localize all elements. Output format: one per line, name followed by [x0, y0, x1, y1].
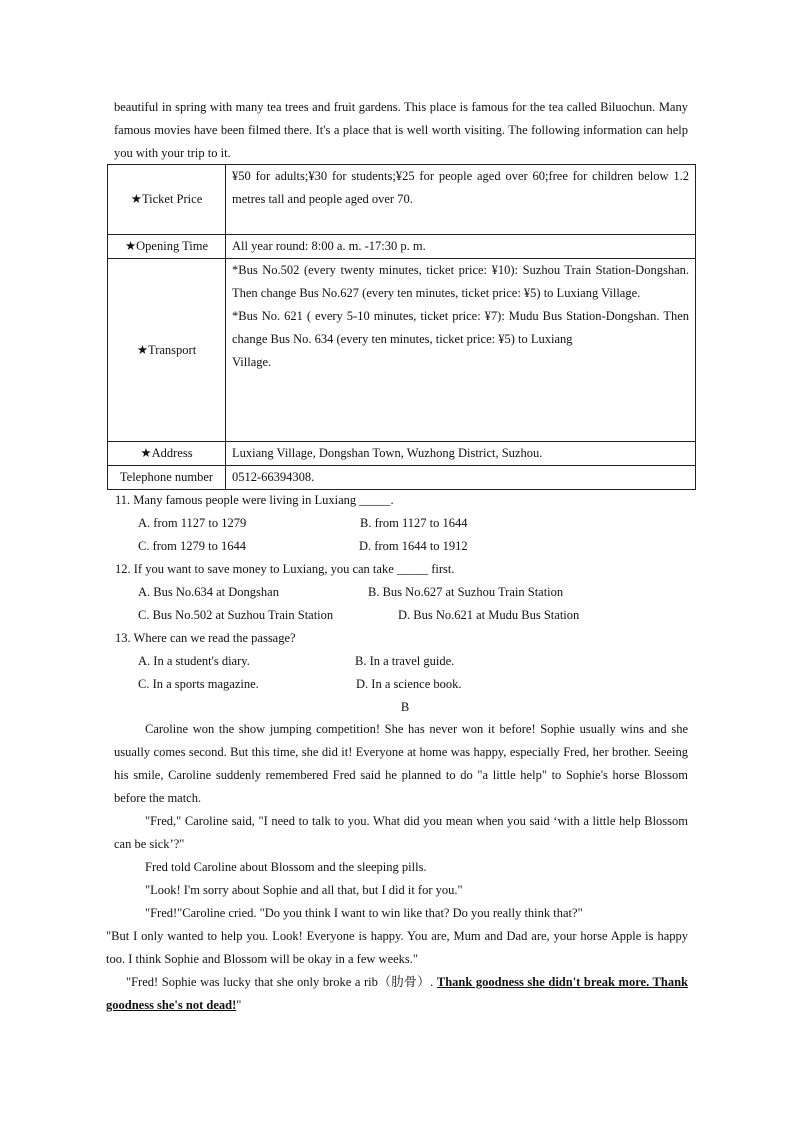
question-11-option-a[interactable]: A. from 1127 to 1279: [138, 516, 247, 530]
value-telephone: 0512-66394308.: [226, 466, 696, 490]
question-12-option-a[interactable]: A. Bus No.634 at Dongshan: [138, 585, 279, 599]
question-11-option-b[interactable]: B. from 1127 to 1644: [360, 516, 468, 530]
story-paragraph-1: Caroline won the show jumping competition! She has never won it before! Sophie usually wins and she usually comes second. But this time, she did it! Everyone at home was happy, especially Fred, her brother. Seeing his smile, Caroline suddenly remembered Fred said he planned to do "a little help" to Sophie's horse Blossom before the match.: [114, 722, 688, 805]
question-12-option-d[interactable]: D. Bus No.621 at Mudu Bus Station: [398, 608, 580, 622]
story-paragraph-2: "Fred," Caroline said, "I need to talk to you. What did you mean when you said ‘with a little help Blossom can be sick’?": [114, 814, 688, 851]
table-row-ticket: [108, 165, 696, 235]
value-transport: [226, 259, 696, 442]
transport-bus-621: *Bus No. 621 ( every 5-10 minutes, ticket price: ¥7): Mudu Bus Station-Dongshan. Then change Bus No. 634 (every ten minutes, ticket price: ¥5) to Luxiang: [232, 309, 689, 346]
question-13-stem: 13. Where can we read the passage?: [115, 631, 296, 645]
question-12-option-c[interactable]: C. Bus No.502 at Suzhou Train Station: [138, 608, 334, 622]
table-row-transport: [108, 259, 696, 442]
questions-block: [115, 489, 695, 719]
transport-bus-502: *Bus No.502 (every twenty minutes, ticket price: ¥10): Suzhou Train Station-Dongshan. Then change Bus No.627 (every ten minutes, ticket price: ¥5) to Luxiang Village.: [232, 263, 689, 300]
question-13-option-b[interactable]: B. In a travel guide.: [355, 654, 455, 668]
question-13-options-row-2: [115, 673, 695, 696]
section-label: B: [400, 700, 410, 714]
label-telephone: Telephone number: [108, 466, 226, 490]
question-13-options-row-1: [115, 650, 695, 673]
story-paragraph-5: "Fred!"Caroline cried. "Do you think I want to win like that? Do you really think that?": [145, 906, 583, 920]
question-11-options-row-1: [115, 512, 695, 535]
question-12-options-row-1: [115, 581, 695, 604]
story-paragraph-7-start: "Fred! Sophie was lucky that she only broke a rib（肋骨）.: [126, 975, 437, 989]
table-row-opening: [108, 235, 696, 259]
story-paragraph-3: Fred told Caroline about Blossom and the sleeping pills.: [145, 860, 427, 874]
question-12-options-row-2: [115, 604, 695, 627]
table-row-telephone: [108, 466, 696, 490]
underlined-sentence: Thank goodness she didn't break more. Thank goodness she's not dead!: [106, 975, 688, 1012]
label-address: ★Address: [108, 442, 226, 466]
question-11-option-c[interactable]: C. from 1279 to 1644: [138, 539, 246, 553]
story-paragraph-7-end: ": [236, 998, 242, 1012]
label-ticket-price: ★Ticket Price: [108, 165, 226, 235]
question-11-stem: 11. Many famous people were living in Luxiang _____.: [115, 493, 394, 507]
value-address: Luxiang Village, Dongshan Town, Wuzhong District, Suzhou.: [226, 442, 696, 466]
question-13-option-c[interactable]: C. In a sports magazine.: [138, 677, 259, 691]
story-passage: [106, 718, 688, 1017]
table-row-address: [108, 442, 696, 466]
question-13-option-d[interactable]: D. In a science book.: [356, 677, 462, 691]
label-opening-time: ★Opening Time: [108, 235, 226, 259]
intro-paragraph: [114, 96, 688, 165]
question-11-options-row-2: [115, 535, 695, 558]
question-12-stem: 12. If you want to save money to Luxiang, you can take _____ first.: [115, 562, 455, 576]
trip-info-table: [107, 164, 696, 490]
value-ticket-price: ¥50 for adults;¥30 for students;¥25 for people aged over 60;free for children below 1.2 metres tall and people aged over 70.: [226, 165, 696, 235]
intro-text: beautiful in spring with many tea trees and fruit gardens. This place is famous for the tea called Biluochun. Many famous movies have been filmed there. It's a place that is well worth visiting. The following information can help you with your trip to it.: [114, 100, 688, 160]
transport-village: Village.: [232, 355, 272, 369]
question-12-option-b[interactable]: B. Bus No.627 at Suzhou Train Station: [368, 585, 564, 599]
question-13-option-a[interactable]: A. In a student's diary.: [138, 654, 250, 668]
value-opening-time: All year round: 8:00 a. m. -17:30 p. m.: [226, 235, 696, 259]
question-11-option-d[interactable]: D. from 1644 to 1912: [359, 539, 468, 553]
label-transport: ★Transport: [108, 259, 226, 442]
story-paragraph-7: [106, 971, 688, 1017]
story-paragraph-4: "Look! I'm sorry about Sophie and all that, but I did it for you.": [145, 883, 463, 897]
story-paragraph-6: "But I only wanted to help you. Look! Everyone is happy. You are, Mum and Dad are, your horse Apple is happy too. I think Sophie and Blossom will be okay in a few weeks.": [106, 929, 688, 966]
